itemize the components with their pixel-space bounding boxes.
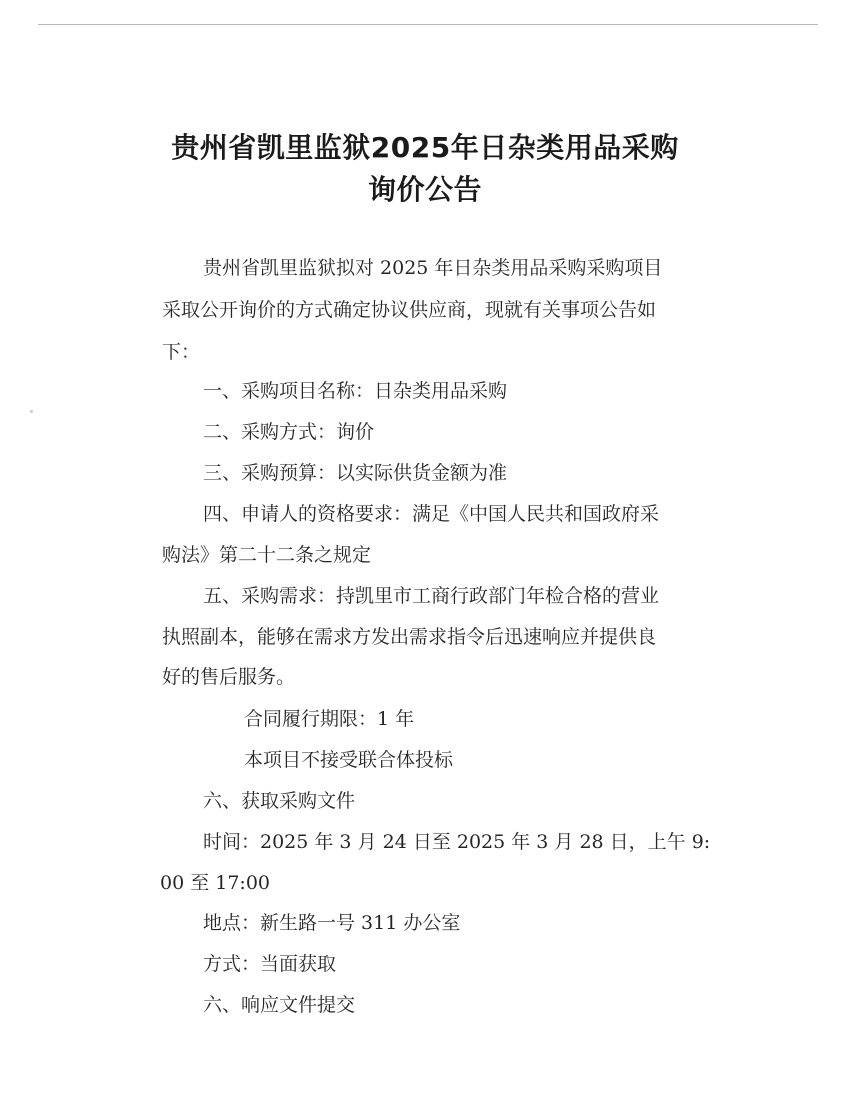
section-3-budget: 三、采购预算：以实际供货金额为准	[203, 462, 508, 484]
document-title-line-2: 询价公告	[367, 173, 482, 206]
intro-line-2: 采取公开询价的方式确定协议供应商，现就有关事项公告如	[162, 299, 657, 321]
obtain-time-line-2: 00 至 17:00	[160, 872, 271, 894]
section-5-requirements-line-2: 执照副本，能够在需求方发出需求指令后迅速响应并提供良	[162, 626, 657, 648]
document-title-line-1: 贵州省凯里监狱2025年日杂类用品采购	[171, 131, 679, 164]
scan-top-edge	[38, 24, 818, 25]
obtain-time-line-1: 时间：2025 年 3 月 24 日至 2025 年 3 月 28 日，上午 9:	[203, 831, 711, 853]
section-5-requirements-line-3: 好的售后服务。	[162, 666, 296, 688]
intro-line-1: 贵州省凯里监狱拟对 2025 年日杂类用品采购采购项目	[203, 257, 663, 279]
section-2-procurement-method: 二、采购方式：询价	[203, 421, 375, 443]
section-4-qualification-line-1: 四、申请人的资格要求：满足《中国人民共和国政府采	[203, 503, 660, 525]
section-5-requirements-line-1: 五、采购需求：持凯里市工商行政部门年检合格的营业	[203, 585, 660, 607]
scan-speck	[30, 410, 33, 413]
no-consortium-note: 本项目不接受联合体投标	[244, 749, 454, 771]
section-response-submission: 六、响应文件提交	[203, 994, 356, 1016]
section-1-project-name: 一、采购项目名称：日杂类用品采购	[203, 380, 508, 402]
obtain-method: 方式：当面获取	[203, 953, 337, 975]
obtain-location: 地点：新生路一号 311 办公室	[203, 912, 461, 934]
section-4-qualification-line-2: 购法》第二十二条之规定	[162, 544, 372, 566]
intro-line-3: 下：	[162, 341, 201, 363]
section-6-obtain-documents: 六、获取采购文件	[203, 790, 356, 812]
contract-period: 合同履行期限：1 年	[244, 708, 415, 730]
